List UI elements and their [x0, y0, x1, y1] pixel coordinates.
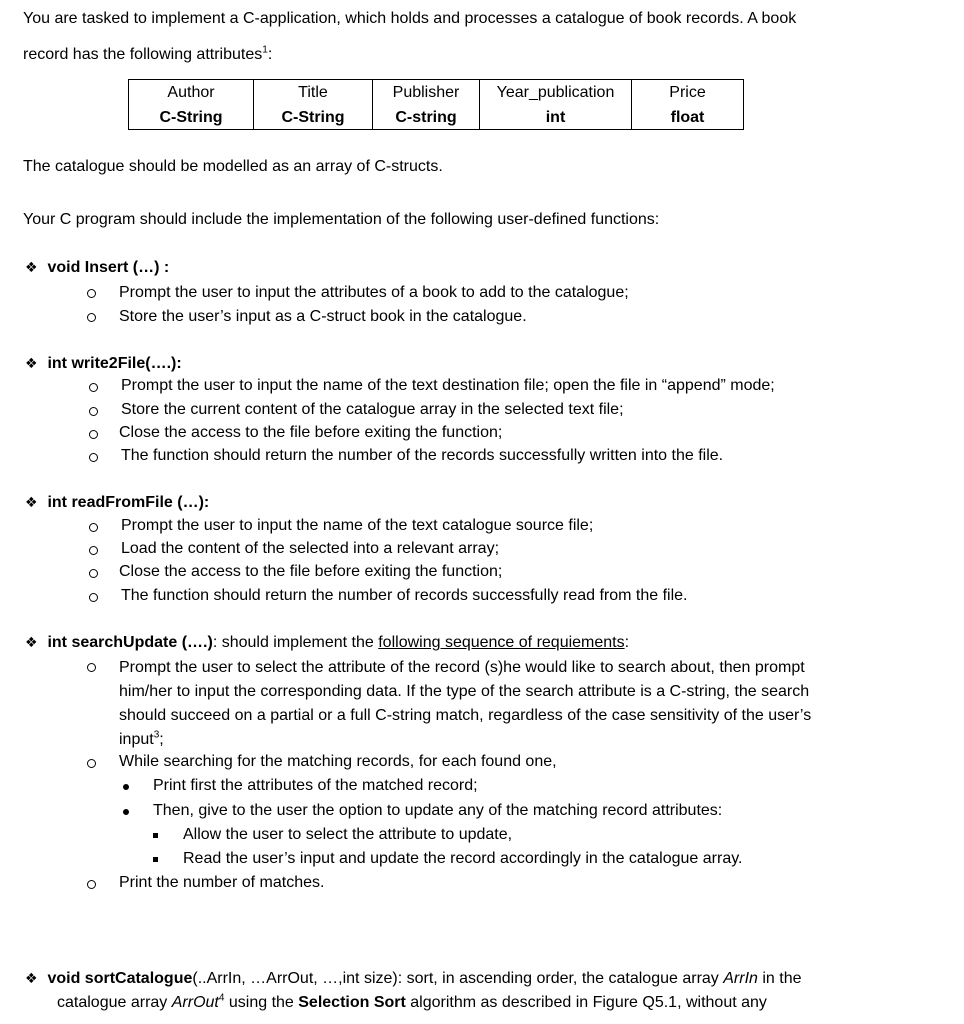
searchupdate-item-1: Prompt the user to select the attribute of the record (s)he would like to search about, then prompt him/her to input the corresponding data. If the type of the search attribute is a C-string, the search should succeed on a partial or a full C-string match, regardless of the case sensitivity of the user’s input$^3$;: [119, 659, 812, 748]
sortcatalogue-line-2: catalogue array ArrOut$^4$ using the Selection Sort algorithm as described in Figure Q5.1, without any: [57, 992, 767, 1011]
diamond-bullet-icon: ❖: [25, 259, 38, 275]
circle-bullet-icon: [89, 593, 98, 602]
table-type-price: float: [632, 106, 744, 130]
circle-bullet-icon: [87, 313, 96, 322]
insert-item-1: Prompt the user to input the attributes of a book to add to the catalogue;: [119, 284, 629, 301]
readfromfile-heading: ❖ int readFromFile (…):: [25, 494, 210, 511]
model-note: The catalogue should be modelled as an array of C-structs.: [23, 158, 443, 175]
intro-line-1: You are tasked to implement a C-application, which holds and processes a catalogue of book records. A book: [23, 10, 797, 27]
table-header-title: Title: [254, 80, 373, 107]
sortcatalogue-line-1: ❖ void sortCatalogue(..ArrIn, …ArrOut, …,int size): sort, in ascending order, the catalogue array ArrIn in the: [25, 970, 802, 987]
diamond-bullet-icon: ❖: [25, 634, 38, 650]
requirements-link: following sequence of requiements: [378, 634, 625, 651]
searchupdate-item-2: While searching for the matching records, for each found one,: [119, 753, 557, 770]
readfromfile-item-4: The function should return the number of records successfully read from the file.: [121, 587, 688, 604]
table-header-year: Year_publication: [480, 80, 632, 107]
circle-bullet-icon: [87, 289, 96, 298]
circle-bullet-icon: [89, 546, 98, 555]
searchupdate-sub-1: Print first the attributes of the matched record;: [153, 777, 478, 794]
circle-bullet-icon: [89, 430, 98, 439]
write2file-item-3: Close the access to the file before exiting the function;: [119, 424, 503, 441]
circle-bullet-icon: [89, 453, 98, 462]
table-header-price: Price: [632, 80, 744, 107]
searchupdate-item-3: Print the number of matches.: [119, 874, 325, 891]
circle-bullet-icon: [87, 759, 96, 768]
searchupdate-subsub-2: Read the user’s input and update the record accordingly in the catalogue array.: [183, 850, 743, 867]
write2file-item-2: Store the current content of the catalogue array in the selected text file;: [121, 401, 624, 418]
functions-intro: Your C program should include the implementation of the following user-defined functions:: [23, 211, 660, 228]
searchupdate-subsub-1: Allow the user to select the attribute to update,: [183, 826, 513, 843]
searchupdate-heading: ❖ int searchUpdate (….): should implement the following sequence of requiements:: [25, 634, 630, 651]
attributes-table: [128, 79, 744, 130]
square-bullet-icon: [153, 833, 158, 838]
table-type-year: int: [480, 106, 632, 130]
table-header-publisher: Publisher: [373, 80, 480, 107]
circle-bullet-icon: [89, 407, 98, 416]
table-header-author: Author: [129, 80, 254, 107]
intro-line-2: record has the following attributes$^1$:: [23, 44, 273, 63]
table-type-publisher: C-string: [373, 106, 480, 130]
write2file-item-1: Prompt the user to input the name of the text destination file; open the file in “append” mode;: [121, 377, 775, 394]
circle-bullet-icon: [89, 569, 98, 578]
circle-bullet-icon: [87, 880, 96, 889]
readfromfile-item-2: Load the content of the selected into a relevant array;: [121, 540, 500, 557]
diamond-bullet-icon: ❖: [25, 970, 38, 986]
table-type-title: C-String: [254, 106, 373, 130]
square-bullet-icon: [153, 857, 158, 862]
circle-bullet-icon: [89, 523, 98, 532]
circle-bullet-icon: [87, 663, 96, 672]
diamond-bullet-icon: ❖: [25, 494, 38, 510]
table-type-author: C-String: [129, 106, 254, 130]
dot-bullet-icon: [123, 784, 129, 790]
diamond-bullet-icon: ❖: [25, 355, 38, 371]
readfromfile-item-1: Prompt the user to input the name of the text catalogue source file;: [121, 517, 594, 534]
insert-item-2: Store the user’s input as a C-struct book in the catalogue.: [119, 308, 527, 325]
write2file-heading: ❖ int write2File(….):: [25, 355, 182, 372]
dot-bullet-icon: [123, 809, 129, 815]
circle-bullet-icon: [89, 383, 98, 392]
readfromfile-item-3: Close the access to the file before exiting the function;: [119, 563, 503, 580]
insert-heading: ❖ void Insert (…) :: [25, 259, 170, 276]
searchupdate-sub-2: Then, give to the user the option to update any of the matching record attributes:: [153, 802, 723, 819]
write2file-item-4: The function should return the number of the records successfully written into the file.: [121, 447, 724, 464]
